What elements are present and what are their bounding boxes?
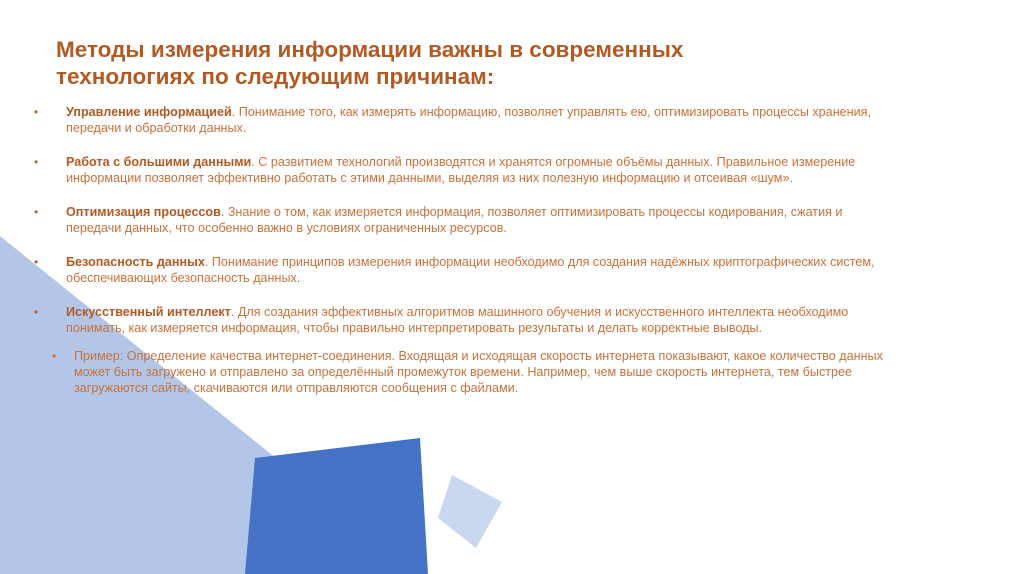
example-text: Пример: Определение качества интернет-соединения. Входящая и исходящая скорость интернета показывают, какое количество данных может быть загружено и отправлено за определённый промежуток времени. Например, чем выше скорость интернета, тем быстрее загружаются сайты, скачиваются или отправляются сообщения с файлами. bbox=[74, 349, 883, 395]
bullet-term: Безопасность данных bbox=[66, 255, 205, 269]
list-item bbox=[30, 104, 900, 136]
slide-title-line-2: технологиях по следующим причинам: bbox=[56, 64, 495, 89]
bullet-text: . Знание о том, как измеряется информация, позволяет оптимизировать процессы кодирования, сжатия и передачи данных, что особенно важно в условиях ограниченных ресурсов. bbox=[66, 205, 843, 235]
small-pale-blue-square bbox=[438, 475, 502, 548]
bullet-dot: • bbox=[34, 255, 39, 269]
bullet-text: . Понимание того, как измерять информацию, позволяет управлять ею, оптимизировать процессы хранения, передачи и обработки данных. bbox=[66, 105, 871, 135]
slide-title-line-1: Методы измерения информации важны в современных bbox=[56, 37, 684, 62]
bullet-term: Работа с большими данными bbox=[66, 155, 252, 169]
list-item bbox=[30, 204, 900, 236]
bullet-dot: • bbox=[34, 105, 39, 119]
bullet-dot: • bbox=[52, 349, 57, 363]
bullet-text: . Понимание принципов измерения информации необходимо для создания надёжных криптографических систем, обеспечивающих безопасность данных. bbox=[66, 255, 875, 285]
bullet-term: Управление информацией bbox=[66, 105, 232, 119]
bullet-dot: • bbox=[34, 205, 39, 219]
bullet-text: . С развитием технологий производятся и хранятся огромные объёмы данных. Правильное измерение информации позволяет эффективно работать с этими данными, выделяя из них полезную информацию и отсеивая «шум». bbox=[66, 155, 856, 185]
list-item bbox=[30, 304, 900, 336]
bullet-list bbox=[30, 104, 900, 396]
list-item bbox=[30, 154, 900, 186]
example-item bbox=[30, 348, 900, 396]
bullet-term: Искусственный интеллект bbox=[66, 305, 231, 319]
slide-title bbox=[56, 36, 816, 90]
list-item bbox=[30, 254, 900, 286]
bullet-dot: • bbox=[34, 305, 39, 319]
bullet-term: Оптимизация процессов bbox=[66, 205, 221, 219]
bullet-dot: • bbox=[34, 155, 39, 169]
bullet-text: . Для создания эффективных алгоритмов машинного обучения и искусственного интеллекта необходимо понимать, как измеряется информация, чтобы правильно интерпретировать результаты и делать корректные выводы. bbox=[66, 305, 849, 335]
blue-square bbox=[245, 438, 428, 574]
